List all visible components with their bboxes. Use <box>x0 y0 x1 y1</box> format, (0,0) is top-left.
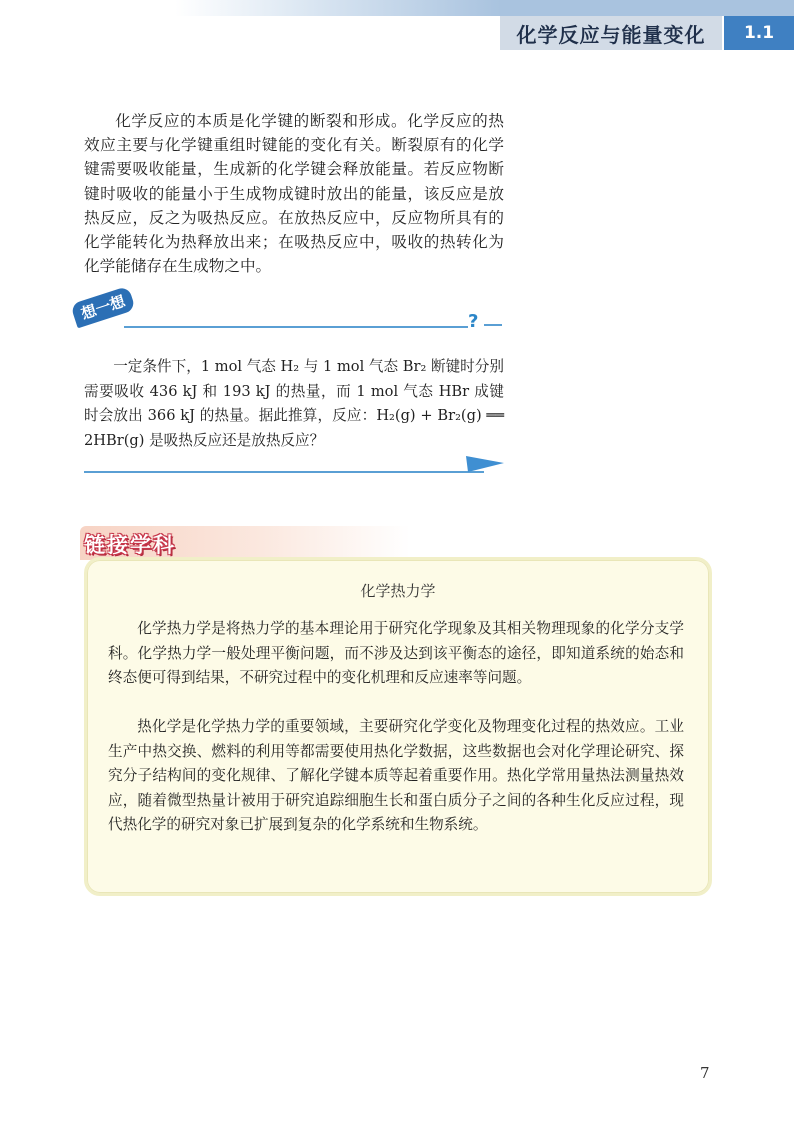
header-gradient-bar-right <box>500 0 794 16</box>
question-icon: ? <box>468 311 479 332</box>
header-gradient-bar <box>0 0 500 16</box>
link-paragraph: 化学热力学是将热力学的基本理论用于研究化学现象及其相关物理现象的化学分支学科。化学热力学一般处理平衡问题，而不涉及达到该平衡态的途径，即知道系统的始态和终态便可得到结果，不研究过程中的变化机理和反应速率等问题。 <box>108 620 684 687</box>
link-label: 链接学科 <box>84 533 176 557</box>
think-bottom-arrow <box>84 452 504 476</box>
link-paragraph: 热化学是化学热力学的重要领域，主要研究化学变化及物理变化过程的热效应。工业生产中热交换、燃料的利用等都需要使用热化学数据，这些数据也会对化学理论研究、探究分子结构间的变化规律、了解化学键本质等起着重要作用。热化学常用量热法测量热效应，随着微型热量计被用于研究追踪细胞生长和蛋白质分子之间的各种生化反应过程，现代热化学的研究对象已扩展到复杂的化学系统和生物系统。 <box>108 718 684 834</box>
think-text: 一定条件下，1 mol 气态 H₂ 与 1 mol 气态 Br₂ 断键时分别需要吸收 436 kJ 和 193 kJ 的热量，而 1 mol 气态 HBr 成键时会放出 366 kJ 的热量。据此推算，反应：H₂(g) + Br₂(g) ══ 2HBr(g) 是吸热反应还是放热反应？ <box>84 358 504 449</box>
main-paragraph: 化学反应的本质是化学键的断裂和形成。化学反应的热效应主要与化学键重组时键能的变化有关。断裂原有的化学键需要吸收能量，生成新的化学键会释放能量。若反应物断键时吸收的能量小于生成物成键时放出的能量，该反应是放热反应，反之为吸热反应。在放热反应中，反应物所具有的化学能转化为热释放出来；在吸热反应中，吸收的热转化为化学能储存在生成物之中。 <box>84 112 504 276</box>
question-icon-tail <box>484 324 502 326</box>
chapter-title: 化学反应与能量变化 <box>500 16 722 50</box>
section-number: 1.1 <box>724 16 794 50</box>
link-box-title: 化学热力学 <box>360 582 436 600</box>
page-number: 7 <box>700 1064 710 1082</box>
think-label: 想一想 <box>70 286 136 329</box>
think-top-rule <box>84 324 468 330</box>
